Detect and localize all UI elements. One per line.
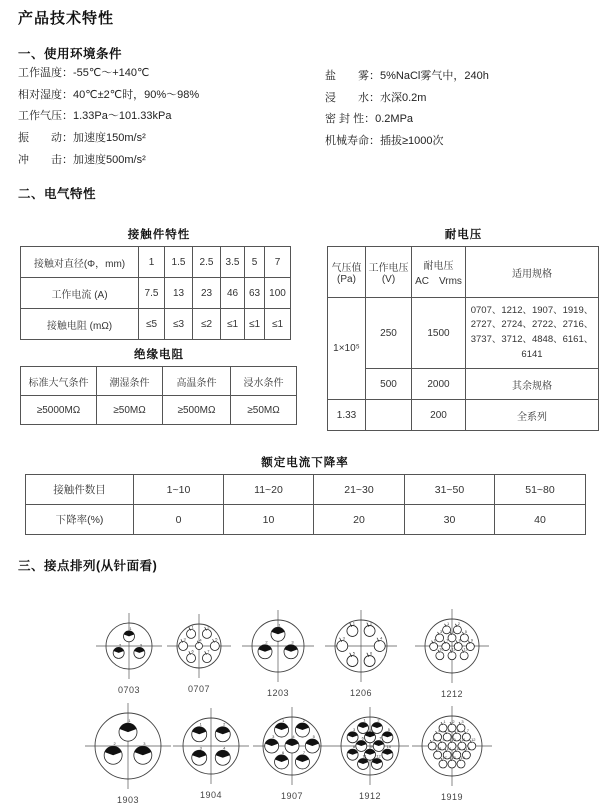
- table-cell: ≤2: [193, 309, 221, 340]
- table-cell: 接触电阻 (mΩ): [21, 309, 139, 340]
- pin-number: 2: [369, 620, 373, 626]
- pin-number: 1: [363, 717, 366, 723]
- table-cell: 浸水条件: [231, 367, 297, 396]
- pin-number: 3: [439, 628, 443, 634]
- env-condition-label: 盐 雾: [325, 70, 369, 82]
- pin-number: 6: [457, 728, 460, 733]
- pin-number: 2: [457, 620, 461, 626]
- table-cell: 2000: [412, 369, 466, 400]
- pin-number: 1: [129, 625, 132, 631]
- table-cell: 1.33: [328, 400, 366, 431]
- pin-number: 5: [312, 734, 315, 739]
- table-cell: ≤1: [265, 309, 291, 340]
- table-cell: ≤1: [245, 309, 265, 340]
- table-cell: ≥50MΩ: [231, 396, 297, 425]
- voltage-col3-header: 耐电压 AC Vrms: [412, 247, 466, 298]
- table-cell: 工作电流 (A): [21, 278, 139, 309]
- env-condition-value: ：0.2MPa: [364, 113, 414, 126]
- pin-number: 11: [362, 753, 367, 759]
- table-cell: 200: [412, 400, 466, 431]
- connector-face-drawing: [325, 610, 397, 682]
- connector-code-label: 1912: [358, 791, 382, 801]
- table-cell: ≤3: [165, 309, 193, 340]
- table-cell: 23: [193, 278, 221, 309]
- pin-number: 8: [352, 744, 356, 750]
- pin-number: 6: [191, 648, 194, 654]
- env-condition-value: ：插拔≥1000次: [369, 135, 444, 148]
- insulation-table-caption: 绝缘电阻: [134, 349, 184, 361]
- pin-number: 12: [463, 646, 468, 652]
- table-cell: 1: [139, 247, 165, 278]
- pin-number: 7: [446, 637, 449, 643]
- pin-number: 2: [377, 717, 380, 723]
- pin-number: 5: [387, 726, 391, 732]
- table-cell: 500: [366, 369, 412, 400]
- pin-number: 1: [352, 620, 356, 626]
- pin-number: 8: [432, 737, 435, 742]
- env-condition-label: 冲 击: [18, 153, 62, 166]
- pin-number: 13: [436, 746, 442, 751]
- table-cell: 接触对直径(Φ，mm): [21, 247, 139, 278]
- pin-number: 9: [370, 744, 373, 750]
- pin-number: 4: [292, 734, 295, 739]
- pin-number: 5: [464, 628, 468, 634]
- table-cell: ≤5: [139, 309, 165, 340]
- pin-number: 5: [352, 650, 356, 656]
- pin-number: 10: [439, 646, 444, 652]
- table-cell: ≥500MΩ: [163, 396, 231, 425]
- connector-code-label: 0703: [117, 685, 141, 695]
- pin-number: 7: [379, 735, 382, 741]
- table-cell: 1~10: [134, 475, 224, 505]
- connector-1212: [415, 609, 489, 699]
- pin-number: 6: [369, 650, 373, 656]
- pin-number: 6: [361, 735, 364, 741]
- connector-1912: [331, 707, 409, 801]
- pin-number: 3: [342, 635, 345, 641]
- pin-number: 3: [291, 639, 294, 645]
- pin-number: 11: [461, 737, 466, 742]
- contact-table-caption: 接触件特性: [127, 229, 191, 241]
- table-cell: ≥5000MΩ: [21, 396, 97, 425]
- voltage-col4-header: 适用规格: [466, 247, 599, 298]
- connector-1907: [253, 707, 331, 801]
- voltage-col1-header: 气压值 (Pa): [328, 247, 366, 298]
- table-cell: 100: [265, 278, 291, 309]
- pin-number: 1: [278, 622, 281, 628]
- connector-face-drawing: [167, 614, 231, 678]
- pin-number: 2: [207, 624, 210, 630]
- pin-number: 10: [386, 744, 392, 750]
- table-cell: 接触件数目: [26, 475, 134, 505]
- table-cell: 7.5: [139, 278, 165, 309]
- table-cell: 下降率(%): [26, 505, 134, 535]
- pin-number: 6: [434, 637, 437, 643]
- env-condition-value: ：5%NaCl雾气中，240h: [369, 70, 489, 82]
- connector-code-label: 1907: [280, 791, 304, 801]
- connector-face-drawing: [96, 613, 162, 679]
- pin-number: 2: [113, 741, 116, 747]
- pin-number: 6: [281, 749, 285, 755]
- pin-number: 7: [207, 648, 210, 654]
- pin-number: 4: [370, 726, 373, 732]
- connector-face-drawing: [85, 703, 171, 789]
- pin-number: 3: [139, 642, 142, 648]
- table-cell: 46: [221, 278, 245, 309]
- pin-number: 3: [272, 734, 275, 739]
- connector-1904: [173, 708, 249, 800]
- connector-face-drawing: [173, 708, 249, 784]
- pin-number: 3: [352, 726, 356, 732]
- pin-number: 12: [376, 753, 381, 759]
- pin-number: 2: [223, 721, 226, 727]
- connector-code-label: 1206: [349, 688, 373, 698]
- pin-number: 1: [199, 721, 202, 727]
- table-cell: 5: [245, 247, 265, 278]
- pin-number: 8: [458, 637, 461, 643]
- table-cell: 潮湿条件: [97, 367, 163, 396]
- pin-number: 7: [466, 728, 470, 733]
- voltage-table-caption: 耐电压: [444, 229, 483, 241]
- table-cell: 31~50: [405, 475, 495, 505]
- table-cell: 1.5: [165, 247, 193, 278]
- page-title: 产品技术特性: [18, 10, 115, 27]
- derating-table-caption: 额定电流下降率: [261, 457, 349, 469]
- env-condition-label: 浸 水: [325, 91, 369, 104]
- pin-number: 2: [265, 639, 268, 645]
- connector-face-drawing: [242, 610, 314, 682]
- pin-number: 4: [199, 637, 202, 643]
- pin-number: 7: [302, 749, 306, 755]
- connector-1206: [325, 610, 397, 698]
- pin-number: 14: [446, 746, 451, 751]
- table-cell: 51~80: [495, 475, 586, 505]
- connector-1203: [242, 610, 314, 698]
- pin-number: 15: [456, 746, 461, 751]
- connector-face-drawing: [415, 609, 489, 683]
- table-cell: 高温条件: [163, 367, 231, 396]
- table-cell: 10: [224, 505, 314, 535]
- table-cell: 20: [314, 505, 405, 535]
- pin-number: 1: [191, 624, 194, 630]
- table-cell: 标准大气条件: [21, 367, 97, 396]
- table-cell: 0: [134, 505, 224, 535]
- connector-code-label: 1203: [266, 688, 290, 698]
- connector-code-label: 1919: [440, 792, 464, 802]
- pin-number: 3: [199, 745, 202, 751]
- table-cell: 全系列: [466, 400, 599, 431]
- table-cell: ≤1: [221, 309, 245, 340]
- connector-face-drawing: [412, 706, 492, 786]
- section2-heading: 二、电气特性: [18, 187, 97, 201]
- pin-number: 12: [471, 737, 476, 742]
- applicable-specs-cell: 0707、1212、1907、1919、2727、2724、2722、2716、3737、3712、4848、6161、6141: [466, 298, 599, 369]
- connector-face-drawing: [253, 707, 331, 785]
- pin-number: 2: [119, 642, 122, 648]
- pin-number: 1: [446, 620, 450, 626]
- env-condition-label: 相对湿度: [18, 88, 62, 101]
- connector-0703: [96, 613, 162, 695]
- env-condition-label: 机械寿命: [325, 135, 369, 148]
- connector-0707: [167, 614, 231, 694]
- pin-number: 9: [470, 637, 473, 643]
- pin-number: 4: [437, 728, 441, 733]
- env-condition-value: ：1.33Pa～101.33kPa: [62, 110, 172, 123]
- pin-number: 16: [465, 746, 471, 751]
- pin-number: 4: [452, 628, 455, 634]
- table-cell: 63: [245, 278, 265, 309]
- env-condition-label: 工作温度: [18, 67, 62, 79]
- env-condition-value: ：加速度500m/s²: [62, 153, 146, 166]
- section1-heading: 一、使用环境条件: [18, 47, 123, 61]
- pin-number: 5: [215, 636, 218, 642]
- pin-number: 1: [281, 718, 285, 724]
- section3-heading: 三、接点排列(从针面看): [18, 559, 158, 573]
- pin-number: 4: [380, 635, 383, 641]
- pin-number: 2: [452, 719, 455, 724]
- table-cell: 7: [265, 247, 291, 278]
- env-condition-label: 密 封 性: [325, 113, 365, 126]
- env-condition-label: 振 动: [18, 132, 62, 145]
- pin-number: 1: [443, 719, 446, 724]
- pin-number: 3: [143, 741, 146, 747]
- table-cell: 1500: [412, 298, 466, 369]
- table-cell: 3.5: [221, 247, 245, 278]
- env-condition-value: ：40℃±2℃时，90%～98%: [62, 88, 200, 101]
- pin-number: 2: [302, 718, 306, 724]
- connector-face-drawing: [331, 707, 409, 785]
- pin-number: 3: [461, 719, 464, 724]
- pin-number: 11: [451, 646, 456, 652]
- table-cell: 其余规格: [466, 369, 599, 400]
- env-condition-value: ：-55℃～+140℃: [62, 67, 150, 79]
- connector-code-label: 1212: [440, 689, 464, 699]
- table-cell: 250: [366, 298, 412, 369]
- env-condition-label: 工作气压: [18, 110, 62, 123]
- pin-number: 19: [460, 755, 465, 760]
- table-cell: 2.5: [193, 247, 221, 278]
- connector-code-label: 1904: [199, 790, 223, 800]
- connector-code-label: 1903: [116, 795, 140, 805]
- pin-number: 17: [442, 755, 447, 760]
- table-cell: 40: [495, 505, 586, 535]
- table-cell: 21~30: [314, 475, 405, 505]
- env-condition-value: ：水深0.2m: [369, 91, 427, 104]
- table-cell: 11~20: [224, 475, 314, 505]
- pin-number: 4: [223, 745, 226, 751]
- table-cell: 13: [165, 278, 193, 309]
- pin-number: 1: [128, 718, 131, 724]
- pin-number: 3: [183, 636, 186, 642]
- voltage-col2-header: 工作电压 (V): [366, 247, 412, 298]
- table-cell: 30: [405, 505, 495, 535]
- pin-number: 5: [447, 728, 450, 733]
- pin-number: 18: [451, 755, 456, 760]
- table-cell: ≥50MΩ: [97, 396, 163, 425]
- pin-number: 10: [451, 737, 456, 742]
- connector-code-label: 0707: [187, 684, 211, 694]
- pin-number: 9: [442, 737, 445, 742]
- env-condition-value: ：加速度150m/s²: [62, 132, 146, 145]
- connector-1903: [85, 703, 171, 805]
- connector-1919: [412, 706, 492, 802]
- pressure-value-cell: 1×10⁵: [328, 298, 366, 400]
